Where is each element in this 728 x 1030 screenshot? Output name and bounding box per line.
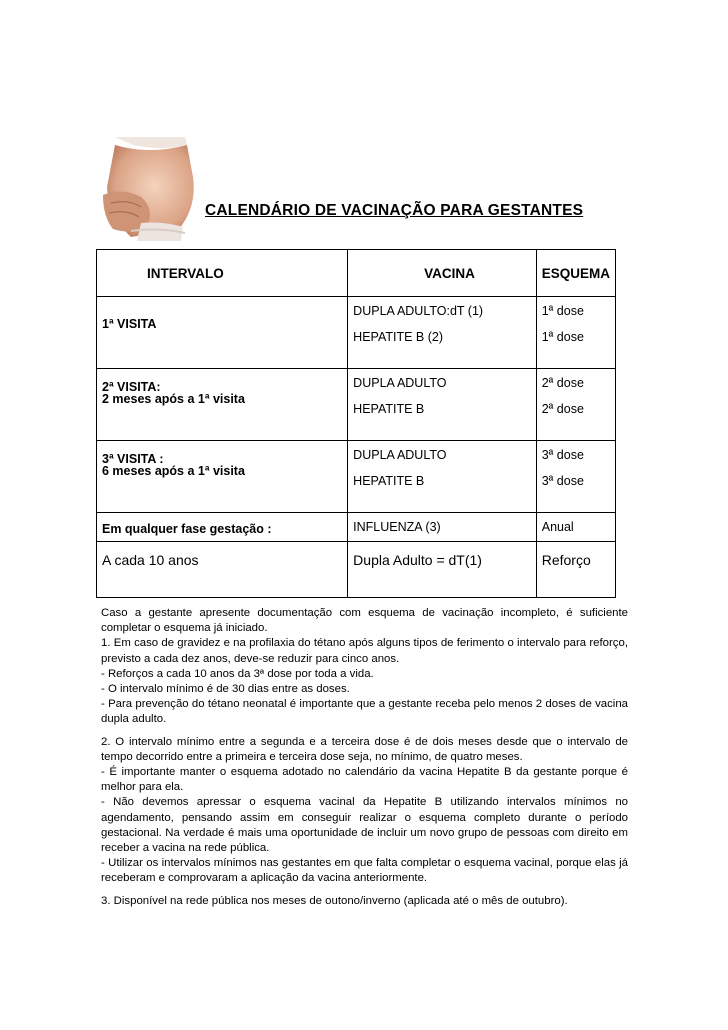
note-paragraph: 3. Disponível na rede pública nos meses de outono/inverno (aplicada até o mês de outubro).: [101, 894, 568, 907]
note-paragraph: 2. O intervalo mínimo entre a segunda e a terceira dose é de dois meses desde que o intervalo de tempo decorrido entre a primeira e terceira dose seja, no mínimo, de quatro meses.: [101, 735, 628, 763]
schedule-cell: [536, 369, 615, 441]
table-row: [97, 441, 616, 513]
schedule-text: Anual: [541, 520, 574, 534]
note-paragraph: - Reforços a cada 10 anos da 3ª dose por toda a vida.: [101, 667, 374, 680]
vaccine-text: DUPLA ADULTO:dT (1): [353, 304, 484, 318]
table-row: [97, 369, 616, 441]
schedule-cell: [536, 513, 615, 542]
vaccine-cell: [348, 513, 537, 542]
note-paragraph: - Para prevenção do tétano neonatal é importante que a gestante receba pelo menos 2 doses de vacina dupla adulto.: [101, 698, 628, 726]
schedule-text: 1ª dose: [541, 330, 584, 344]
schedule-text: 3ª dose: [541, 448, 584, 462]
note-paragraph: - É importante manter o esquema adotado no calendário da vacina Hepatite B da gestante porque é melhor para ela.: [101, 766, 628, 794]
header-esquema: ESQUEMA: [536, 250, 615, 297]
interval-cell: [97, 441, 348, 513]
schedule-cell: [536, 297, 615, 369]
vaccine-text: HEPATITE B: [353, 474, 425, 488]
interval-cell: [97, 542, 348, 598]
table-row: [97, 513, 616, 542]
vaccination-schedule-table: [96, 249, 616, 598]
interval-cell: [97, 513, 348, 542]
vaccine-text: Dupla Adulto = dT(1): [353, 552, 482, 568]
vaccine-cell: [348, 369, 537, 441]
table-header-row: [97, 250, 616, 297]
note-paragraph: - Não devemos apressar o esquema vacinal da Hepatite B utilizando intervalos mínimos no agendamento, pensando assim em conseguir realizar o esquema completo durante o período gestacional. Na verdade é mais uma oportunidade de incluir um novo grupo de pessoas com direito em receber a vacina na rede pública.: [101, 796, 628, 855]
vaccine-text: DUPLA ADULTO: [353, 376, 447, 390]
schedule-cell: [536, 441, 615, 513]
table-row: [97, 297, 616, 369]
note-paragraph: Caso a gestante apresente documentação com esquema de vacinação incompleto, é suficiente completar o esquema já iniciado.: [101, 607, 628, 635]
interval-cell: [97, 369, 348, 441]
vaccine-cell: [348, 441, 537, 513]
document-title: CALENDÁRIO DE VACINAÇÃO PARA GESTANTES: [205, 202, 584, 219]
vaccine-cell: [348, 297, 537, 369]
vaccine-text: HEPATITE B (2): [353, 330, 443, 344]
schedule-cell: [536, 542, 615, 598]
interval-text: 3ª VISITA :: [102, 452, 164, 466]
footnotes: [101, 606, 628, 909]
interval-cell: [97, 297, 348, 369]
interval-text: A cada 10 anos: [102, 552, 199, 568]
vaccine-text: INFLUENZA (3): [353, 520, 441, 534]
interval-text: 2ª VISITA:: [102, 380, 161, 394]
header-intervalo: INTERVALO: [97, 250, 348, 297]
schedule-text: 2ª dose: [541, 402, 584, 416]
pregnant-belly-photo: [101, 137, 199, 244]
schedule-text: Reforço: [541, 552, 591, 568]
vaccine-cell: [348, 542, 537, 598]
interval-text: 2 meses após a 1ª visita: [102, 392, 245, 406]
interval-text: 1ª VISITA: [102, 317, 157, 331]
note-paragraph: 1. Em caso de gravidez e na profilaxia do tétano após alguns tipos de ferimento o intervalo para reforço, previsto a cada dez anos, deve-se reduzir para cinco anos.: [101, 637, 628, 665]
schedule-text: 1ª dose: [541, 304, 584, 318]
schedule-text: 2ª dose: [541, 376, 584, 390]
interval-text: 6 meses após a 1ª visita: [102, 464, 245, 478]
note-paragraph: - O intervalo mínimo é de 30 dias entre as doses.: [101, 683, 350, 696]
interval-text: Em qualquer fase gestação :: [102, 522, 272, 536]
vaccine-text: DUPLA ADULTO: [353, 448, 447, 462]
header-vacina: VACINA: [348, 250, 537, 297]
note-paragraph: - Utilizar os intervalos mínimos nas gestantes em que falta completar o esquema vacinal, porque elas já receberam e comprovaram a aplicação da vacina anteriormente.: [101, 857, 628, 885]
table-row: [97, 542, 616, 598]
schedule-text: 3ª dose: [541, 474, 584, 488]
vaccine-text: HEPATITE B: [353, 402, 425, 416]
